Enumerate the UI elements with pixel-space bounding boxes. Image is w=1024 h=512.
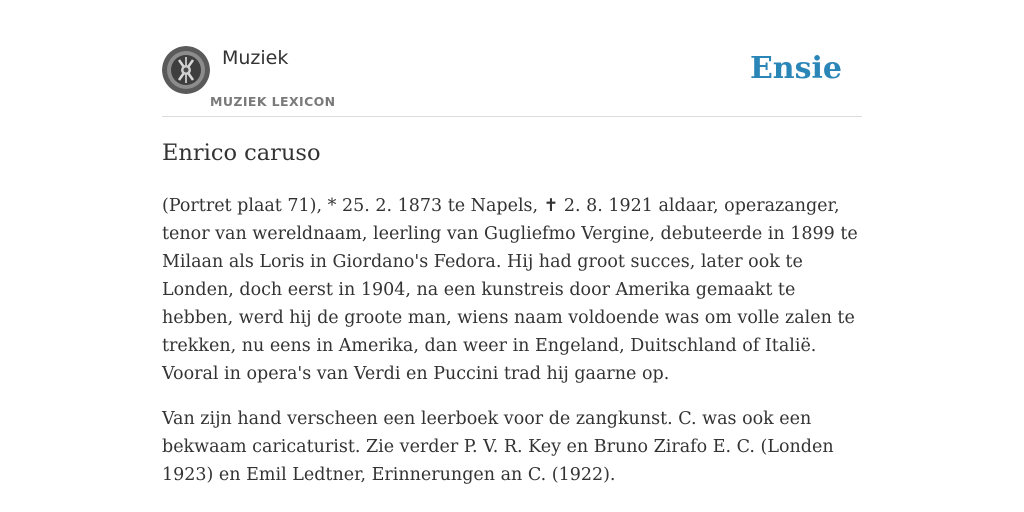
article-title: Enrico caruso [162,140,321,166]
article-paragraph: Van zijn hand verscheen een leerboek voor de zangkunst. C. was ook een bekwaam caricaturist. Zie verder P. V. R. Key en Bruno Zirafo E. C. (Londen 1923) en Emil Ledtner, Erinnerungen an C. (1922). [162,409,834,485]
article-paragraph: (Portret plaat 71), * 25. 2. 1873 te Napels, ✝ 2. 8. 1921 aldaar, operazanger, tenor van wereldnaam, leerling van Gugliefmo Vergine, debuteerde in 1899 te Milaan als Loris in Giordano's Fedora. Hij had groot succes, later ook te Londen, doch eerst in 1904, na een kunstreis door Amerika gemaakt te hebben, werd hij de groote man, wiens naam voldoende was om volle zalen te trekken, nu eens in Amerika, dan weer in Engeland, Duitschland of Italië. Vooral in opera's van Verdi en Puccini trad hij gaarne op. [162,196,858,384]
ensie-brand-logo[interactable]: Ensie [749,51,842,86]
article-body [162,192,872,506]
site-name[interactable]: Muziek [222,47,289,69]
music-coin-logo-icon[interactable] [162,46,210,94]
site-header [162,44,862,117]
lexicon-subtitle[interactable]: MUZIEK LEXICON [210,94,336,109]
